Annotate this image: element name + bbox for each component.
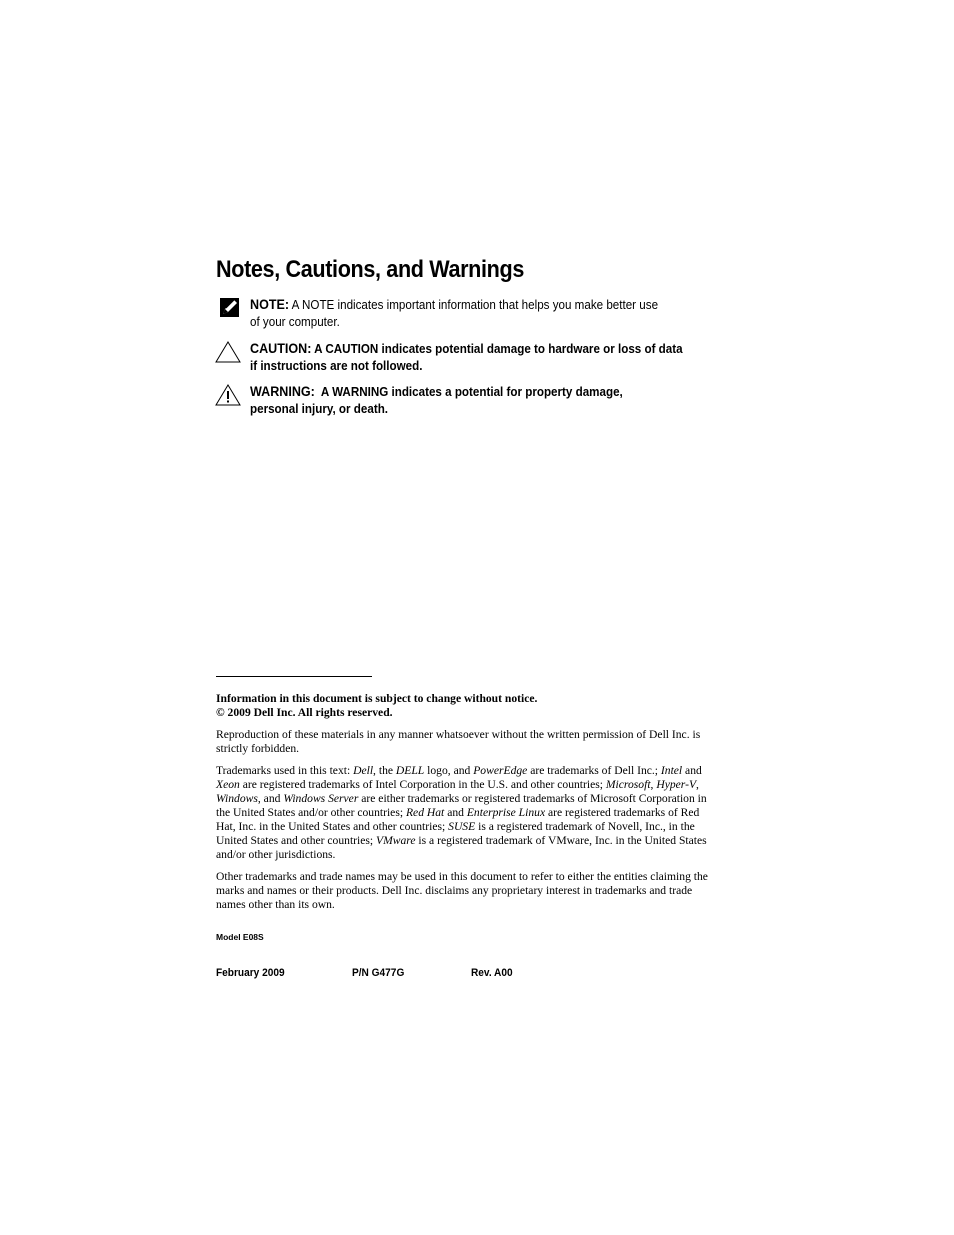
trademark-enterprise-linux: Enterprise Linux (466, 806, 546, 819)
trademark-dell-logo: DELL (395, 764, 425, 777)
warning-label: WARNING: (250, 384, 315, 399)
copyright-line: © 2009 Dell Inc. All rights reserved. (216, 706, 393, 719)
trademark-windows-server: Windows Server (283, 792, 359, 805)
caution-triangle-icon (214, 340, 242, 366)
trademarks-text: and (444, 806, 467, 819)
trademark-xeon: Xeon (216, 778, 240, 791)
trademark-suse: SUSE (448, 820, 476, 833)
other-trademarks-paragraph: Other trademarks and trade names may be used in this document to refer to either the entities claiming the marks and names or their products. Dell Inc. disclaims any proprietary interest in trademarks and trade names other than its own. (216, 870, 708, 911)
trademarks-text: is a registered trademark of VMware, Inc. in the United States and/or other jurisdictions. (216, 834, 707, 861)
trademarks-text: are registered trademarks of Red Hat, Inc. in the United States and other countries; (216, 806, 700, 833)
note-label: NOTE: (250, 297, 290, 312)
trademark-red-hat: Red Hat (405, 806, 445, 819)
note-text-line1: A NOTE indicates important information that helps you make better use (291, 298, 659, 312)
trademark-poweredge: PowerEdge (473, 764, 528, 777)
footer-date: February 2009 (216, 967, 285, 979)
model-number: Model E08S (216, 932, 264, 942)
trademarks-text: , and (257, 792, 284, 805)
trademarks-text: , (650, 778, 657, 791)
trademark-dell: Dell (353, 764, 374, 777)
footer-revision: Rev. A00 (471, 967, 513, 979)
trademark-hyperv: Hyper-V (656, 778, 697, 791)
change-notice (216, 692, 716, 720)
trademarks-text: and (682, 764, 702, 777)
trademark-intel: Intel (660, 764, 683, 777)
trademark-microsoft: Microsoft (605, 778, 651, 791)
trademarks-text: are trademarks of Dell Inc.; (527, 764, 661, 777)
trademarks-text: are registered trademarks of Intel Corporation in the U.S. and other countries; (239, 778, 606, 791)
divider-rule (216, 676, 372, 677)
reproduction-paragraph: Reproduction of these materials in any manner whatsoever without the written permission of Dell Inc. is strictly forbidden. (216, 728, 701, 755)
note-pencil-icon (214, 296, 242, 322)
caution-text-line2: if instructions are not followed. (250, 359, 423, 373)
warning-triangle-icon (214, 383, 242, 409)
note-text-line2: of your computer. (250, 315, 340, 329)
trademarks-text: logo, and (424, 764, 474, 777)
trademarks-text: is a registered trademark of Novell, Inc., in the United States and other countries; (216, 820, 695, 847)
trademarks-text: , the (373, 764, 396, 777)
footer-part-number: P/N G477G (352, 967, 405, 979)
warning-text-line2: personal injury, or death. (250, 402, 389, 416)
trademarks-text: , (696, 778, 699, 791)
caution-label: CAUTION: (250, 341, 312, 356)
caution-text-line1: A CAUTION indicates potential damage to hardware or loss of data (314, 342, 683, 356)
trademark-windows: Windows (216, 792, 258, 805)
trademarks-text: are either trademarks or registered trademarks of Microsoft Corporation in the United States and/or other countries; (216, 792, 707, 819)
warning-text-line1: A WARNING indicates a potential for property damage, (320, 385, 623, 399)
trademarks-text: Trademarks used in this text: (216, 764, 354, 777)
page-title: Notes, Cautions, and Warnings (216, 256, 524, 283)
trademarks-paragraph (216, 764, 716, 862)
trademark-vmware: VMware (376, 834, 416, 847)
change-notice-line: Information in this document is subject to change without notice. (216, 692, 538, 705)
